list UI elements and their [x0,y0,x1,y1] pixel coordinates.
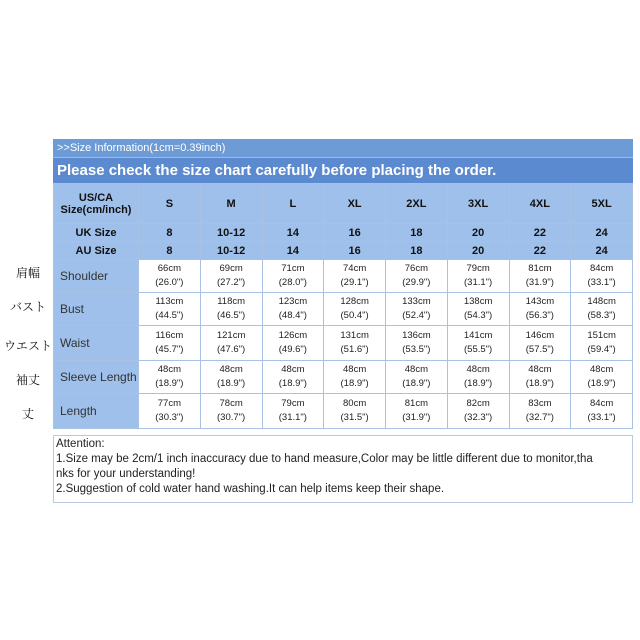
inch-value: (18.9") [402,378,431,389]
inch-value: (48.4") [278,310,307,321]
uk-size-value: 10-12 [200,224,262,242]
measurement-cell [262,326,324,361]
measurement-cell [447,293,509,326]
measurement-cell [262,361,324,394]
measurement-cell [324,260,386,293]
size-header: 5XL [571,184,633,224]
jp-label-waist: ウエスト [3,339,52,353]
uk-size-value: 16 [324,224,386,242]
cm-value: 84cm [590,398,614,409]
inch-value: (56.3") [525,310,554,321]
jp-label-sleeve: 袖丈 [15,373,40,387]
cm-value: 138cm [463,296,493,307]
uk-size-value: 14 [262,224,324,242]
inch-value: (31.1") [278,412,307,423]
au-size-label: AU Size [54,242,139,260]
measurement-cell [386,394,448,429]
inch-value: (31.5") [340,412,369,423]
measurement-cell [509,361,571,394]
inch-value: (26.0") [155,277,184,288]
au-size-value: 20 [447,242,509,260]
inch-value: (45.7") [155,344,184,355]
cm-value: 77cm [157,398,181,409]
inch-value: (57.5") [525,344,554,355]
inch-value: (54.3") [464,310,493,321]
measurement-row [54,326,633,361]
au-size-value: 16 [324,242,386,260]
measurement-cell [509,394,571,429]
inch-value: (32.7") [525,412,554,423]
inch-value: (51.6") [340,344,369,355]
inch-value: (49.6") [278,344,307,355]
measurement-cell [571,361,633,394]
measurement-label: Waist [54,326,139,361]
measurement-cell [571,293,633,326]
measurement-cell [324,326,386,361]
measurement-cell [139,326,201,361]
measurement-cell [139,260,201,293]
cm-value: 48cm [281,364,305,375]
size-header: 2XL [386,184,448,224]
measurement-cell [324,361,386,394]
jp-label-length: 丈 [21,407,34,421]
cm-value: 74cm [343,263,367,274]
cm-value: 131cm [340,330,369,341]
measurement-label: Shoulder [54,260,139,293]
size-header: M [200,184,262,224]
inch-value: (18.9") [464,378,493,389]
check-chart-banner: Please check the size chart carefully before placing the order. [53,157,633,183]
inch-value: (31.1") [464,277,493,288]
inch-value: (33.1") [587,277,616,288]
inch-value: (47.6") [217,344,246,355]
inch-value: (53.5") [402,344,431,355]
cm-value: 79cm [466,263,490,274]
measurement-cell [447,361,509,394]
cm-value: 48cm [590,364,614,375]
measurement-row [54,361,633,394]
cm-value: 83cm [528,398,552,409]
inch-value: (44.5") [155,310,184,321]
inch-value: (32.3") [464,412,493,423]
inch-value: (58.3") [587,310,616,321]
inch-value: (29.9") [402,277,431,288]
measurement-cell [386,361,448,394]
measurement-label: Length [54,394,139,429]
uk-size-label: UK Size [54,224,139,242]
measurement-cell [324,394,386,429]
cm-value: 81cm [528,263,552,274]
inch-value: (18.9") [587,378,616,389]
size-table [53,183,633,429]
inch-value: (27.2") [217,277,246,288]
measurement-row [54,260,633,293]
notes-line-1-cont: nks for your understanding! [56,468,196,480]
cm-value: 79cm [281,398,305,409]
notes-title: Attention: [56,438,105,450]
cm-value: 151cm [587,330,616,341]
measurement-label: Bust [54,293,139,326]
inch-value: (30.3") [155,412,184,423]
measurement-cell [200,326,262,361]
measurement-cell [262,293,324,326]
uk-size-row [54,224,633,242]
cm-value: 143cm [525,296,555,307]
cm-value: 66cm [157,263,181,274]
cm-value: 71cm [281,263,305,274]
inch-value: (52.4") [402,310,431,321]
cm-value: 148cm [587,296,616,307]
inch-value: (29.1") [340,277,369,288]
cm-value: 118cm [217,296,246,307]
cm-value: 48cm [343,364,367,375]
inch-value: (28.0") [278,277,307,288]
measurement-cell [509,293,571,326]
au-size-value: 10-12 [200,242,262,260]
measurement-cell [571,326,633,361]
inch-value: (18.9") [217,378,246,389]
uk-size-value: 18 [386,224,448,242]
cm-value: 146cm [525,330,555,341]
size-header: L [262,184,324,224]
inch-value: (31.9") [525,277,554,288]
measurement-cell [139,361,201,394]
cm-value: 48cm [219,364,243,375]
measurement-cell [447,326,509,361]
au-size-value: 8 [139,242,201,260]
attention-notes [53,435,633,503]
measurement-cell [200,394,262,429]
us-size-label: US/CA Size(cm/inch) [54,184,139,224]
cm-value: 69cm [219,263,243,274]
cm-value: 84cm [590,263,614,274]
measurement-cell [324,293,386,326]
size-info-banner: >>Size Information(1cm=0.39inch) [53,139,633,157]
cm-value: 128cm [340,296,369,307]
notes-line-2: 2.Suggestion of cold water hand washing.It can help items keep their shape. [56,483,445,495]
uk-size-value: 8 [139,224,201,242]
measurement-cell [447,260,509,293]
uk-size-value: 20 [447,224,509,242]
size-header: 4XL [509,184,571,224]
measurement-cell [262,394,324,429]
au-size-value: 22 [509,242,571,260]
cm-value: 80cm [343,398,367,409]
inch-value: (30.7") [217,412,246,423]
cm-value: 81cm [404,398,428,409]
measurement-cell [200,293,262,326]
measurement-row [54,394,633,429]
measurement-row [54,293,633,326]
cm-value: 78cm [219,398,243,409]
jp-label-shoulder: 肩幅 [15,266,40,280]
jp-label-bust: バスト [9,300,46,314]
cm-value: 133cm [402,296,431,307]
au-size-value: 24 [571,242,633,260]
measurement-cell [447,394,509,429]
au-size-value: 18 [386,242,448,260]
size-header: S [139,184,201,224]
measurement-cell [571,394,633,429]
uk-size-value: 22 [509,224,571,242]
cm-value: 48cm [466,364,490,375]
measurement-cell [139,394,201,429]
measurement-cell [571,260,633,293]
inch-value: (59.4") [587,344,616,355]
measurement-cell [139,293,201,326]
measurement-cell [262,260,324,293]
measurement-cell [200,260,262,293]
cm-value: 136cm [402,330,431,341]
inch-value: (18.9") [340,378,369,389]
cm-value: 82cm [466,398,490,409]
cm-value: 48cm [157,364,181,375]
inch-value: (18.9") [278,378,307,389]
size-header: 3XL [447,184,509,224]
cm-value: 48cm [528,364,552,375]
inch-value: (46.5") [217,310,246,321]
inch-value: (31.9") [402,412,431,423]
au-size-row [54,242,633,260]
cm-value: 123cm [278,296,308,307]
measurement-label: Sleeve Length [54,361,139,394]
cm-value: 48cm [404,364,428,375]
measurement-cell [386,293,448,326]
measurement-cell [386,326,448,361]
inch-value: (33.1") [587,412,616,423]
inch-value: (55.5") [464,344,493,355]
cm-value: 126cm [278,330,308,341]
size-chart [53,139,633,429]
cm-value: 76cm [404,263,428,274]
inch-value: (18.9") [525,378,554,389]
measurement-cell [386,260,448,293]
cm-value: 121cm [216,330,246,341]
cm-value: 113cm [155,296,184,307]
inch-value: (50.4") [340,310,369,321]
measurement-cell [509,260,571,293]
measurement-cell [200,361,262,394]
size-header: XL [324,184,386,224]
notes-line-1: 1.Size may be 2cm/1 inch inaccuracy due to hand measure,Color may be little different due to monitor,tha [56,453,593,465]
uk-size-value: 24 [571,224,633,242]
cm-value: 141cm [463,330,493,341]
inch-value: (18.9") [155,378,184,389]
measurement-cell [509,326,571,361]
us-size-row [54,184,633,224]
cm-value: 116cm [155,330,184,341]
au-size-value: 14 [262,242,324,260]
